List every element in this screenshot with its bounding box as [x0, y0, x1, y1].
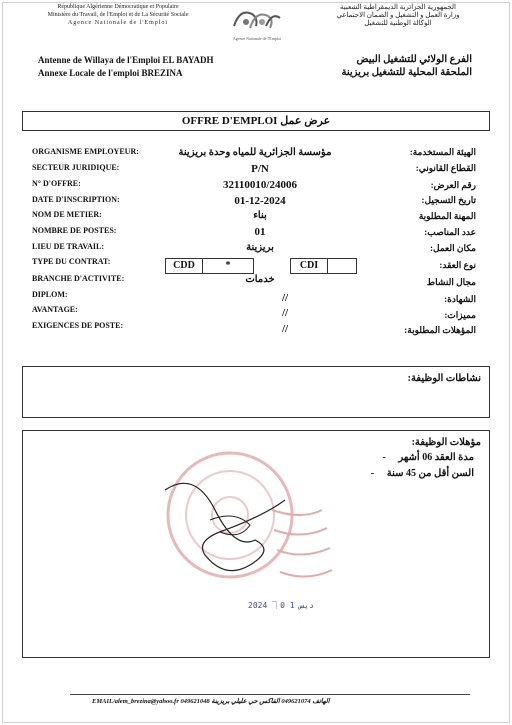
label-organisme-fr: ORGANISME EMPLOYEUR:: [32, 147, 139, 156]
value-lieu: بريزينة: [246, 242, 274, 253]
footer-contact: EMAIL/alem_brezina@yahoo.fr 049621048 الهاتف 049621074 الفاكس حي عليلي بريزينة: [92, 698, 330, 705]
cdi-box: [290, 258, 328, 274]
value-date: 01-12-2024: [234, 195, 286, 207]
subheader-fr-annexe: Annexe Locale de l'emploi BREZINA: [38, 68, 183, 78]
value-branche: خدمات: [245, 274, 275, 285]
activities-section: [22, 366, 490, 418]
label-lieu-fr: LIEU DE TRAVAIL:: [32, 242, 105, 251]
label-metier-fr: NOM DE METIER:: [32, 210, 102, 219]
label-branche-fr: BRANCHE D'ACTIVITE:: [32, 274, 125, 283]
label-exigences-fr: EXIGENCES DE POSTE:: [32, 321, 124, 330]
label-postes-ar: عدد المناصب:: [424, 227, 476, 237]
label-secteur-ar: القطاع القانوني:: [415, 163, 476, 173]
title-box: [22, 111, 490, 131]
value-avantage: //: [281, 307, 289, 319]
bullet-dash: -: [382, 452, 386, 463]
label-avantage-ar: مميزات:: [444, 310, 476, 320]
header-ar-agency: الوكالة الوطنية للتشغيل: [364, 19, 432, 27]
subheader-fr-antenne: Antenne de Willaya de l'Emploi EL BAYADH: [38, 55, 214, 65]
cdd-label: CDD: [173, 260, 195, 271]
label-contrat-fr: TYPE DU CONTRAT:: [32, 257, 111, 266]
value-exigences: //: [281, 323, 289, 335]
label-date-fr: DATE D'INSCRIPTION:: [32, 195, 120, 204]
footer-divider: [70, 694, 470, 695]
header-ar-ministry: وزارة العمل و التشغيل و الضمان الاجتماعي: [336, 11, 460, 19]
value-diplom: //: [281, 292, 289, 304]
label-avantage-fr: AVANTAGE:: [32, 305, 78, 314]
label-postes-fr: NOMBRE DE POSTES:: [32, 226, 117, 235]
cdi-checkbox: [327, 258, 357, 274]
value-metier: بناء: [253, 210, 267, 221]
cdd-box: [165, 258, 203, 274]
label-secteur-fr: SECTEUR JURIDIQUE:: [32, 163, 120, 172]
qualification-item: [371, 468, 474, 479]
cdi-label: CDI: [299, 260, 319, 271]
label-diplom-ar: الشهادة:: [444, 294, 476, 304]
qualification-text: مدة العقد 06 أشهر: [398, 452, 474, 463]
subheader-ar-antenne: الفرع الولائي للتشغيل البيض: [356, 54, 472, 65]
header-fr-agency: Agence Nationale de l'Emploi: [67, 20, 169, 26]
subheader-ar-annexe: الملحقة المحلية للتشغيل بريزينة: [341, 67, 472, 78]
qualification-text: السن أقل من 45 سنة: [386, 468, 474, 479]
label-offre-fr: N° D'OFFRE:: [32, 179, 81, 188]
value-offre: 32110010/24006: [223, 179, 297, 191]
label-metier-ar: المهنة المطلوبة: [418, 211, 476, 221]
label-lieu-ar: مكان العمل:: [430, 243, 476, 253]
cdd-checkbox: [202, 258, 254, 274]
label-offre-ar: رقم العرض:: [430, 180, 476, 190]
label-exigences-ar: المؤهلات المطلوبة:: [404, 325, 476, 335]
label-contrat-ar: نوع العقد:: [439, 260, 476, 270]
header-fr-ministry: Ministère du Travail, de l'Emploi et de La Sécurité Sociale: [47, 12, 189, 18]
label-branche-ar: مجال النشاط: [426, 277, 476, 287]
logo-caption: Agence Nationale de l'Emploi: [232, 36, 282, 41]
header-ar-republic: الجمهورية الجزائرية الديمقراطية الشعبية: [340, 3, 456, 11]
page-title: OFFRE D'EMPLOI عرض عمل: [181, 115, 331, 127]
label-organisme-ar: الهيئة المستخدمة:: [409, 147, 476, 157]
value-secteur: P/N: [251, 163, 269, 175]
qualifications-title: مؤهلات الوظيفة:: [411, 437, 481, 448]
activities-title: نشاطات الوظيفة:: [407, 373, 481, 384]
stamp-text-mark: [262, 500, 342, 590]
header-fr-republic: République Algérienne Démocratique et Populaire: [57, 4, 179, 10]
label-diplom-fr: DIPLOM:: [32, 290, 68, 299]
qualification-item: [383, 452, 474, 463]
cdd-checkmark: *: [225, 260, 231, 271]
bullet-dash: -: [370, 468, 375, 479]
value-organisme: مؤسسة الجزائرية للمياه وحدة بريزينة: [178, 147, 332, 158]
stamp-date: 2024 ⏋0 1 ديس: [248, 601, 314, 610]
value-postes: 01: [254, 226, 266, 238]
label-date-ar: تاريخ التسجيل:: [421, 195, 476, 205]
